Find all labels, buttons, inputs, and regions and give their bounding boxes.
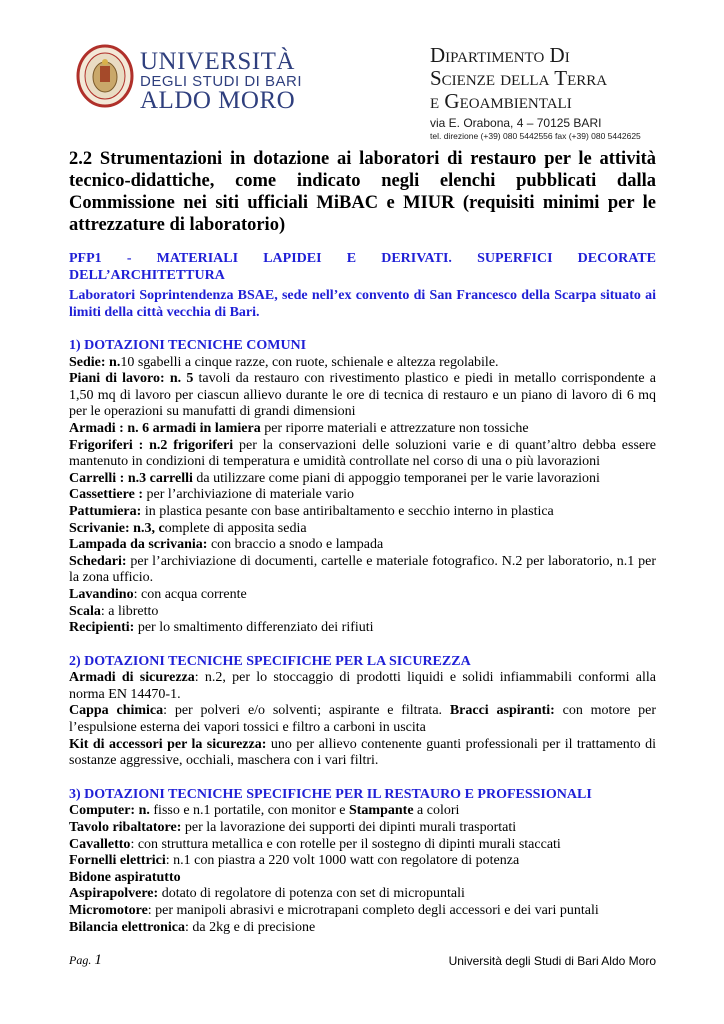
university-line-3: ALDO MORO [140, 87, 296, 114]
equipment-item [69, 803, 656, 820]
equipment-item [69, 920, 656, 937]
item-text: : per manipoli abrasivi e microtrapani completo degli accessori e dei vari puntali [147, 903, 599, 918]
item-label: Cappa chimica [69, 703, 164, 719]
item-label: Scala [69, 603, 101, 619]
sections-container [69, 338, 656, 936]
equipment-item [69, 870, 656, 887]
equipment-item [69, 521, 656, 538]
equipment-item [69, 554, 656, 587]
item-label: Armadi : n. 6 armadi in lamiera [69, 420, 261, 436]
item-label: Bracci aspiranti: [449, 703, 555, 719]
item-label: Armadi di sicurezza [69, 670, 195, 686]
item-label: Piani di lavoro: n. 5 [69, 371, 194, 387]
item-text: tavoli da restauro con rivestimento plastico e piedi in metallo corrispondente a 1,50 mq di lavoro per ciascun allievo durante le ore di tecnica di restauro e un piano di lavoro di 6 mq per le operazioni su manufatti di grandi dimensioni [69, 371, 657, 420]
item-text: dotato di regolatore di potenza con set di micropuntali [158, 886, 465, 902]
item-label: Cavalletto [69, 836, 131, 852]
equipment-item [69, 587, 656, 604]
item-text: in plastica pesante con base antiribaltamento e secchio interno in plastica [141, 503, 554, 519]
page-footer [69, 952, 656, 969]
item-text: omplete di apposita sedia [164, 520, 307, 536]
department-phone: tel. direzione (+39) 080 5442556 fax (+39) 080 5442625 [430, 131, 641, 141]
item-label: Recipienti: [69, 620, 135, 636]
equipment-item [69, 703, 656, 736]
item-text: 10 sgabelli a cinque razze, con ruote, schienale e altezza regolabile. [120, 354, 499, 370]
equipment-item [69, 604, 656, 621]
item-label: Aspirapolvere: [69, 886, 159, 902]
item-text: per la conservazioni delle soluzioni varie e di quant’altro debba essere mantenuto in condizioni di temperatura e umidità controllate nel corso di una o più lavorazioni [69, 437, 656, 470]
section-heading: 3) DOTAZIONI TECNICHE SPECIFICHE PER IL RESTAURO E PROFESSIONALI [69, 786, 592, 802]
document-body [69, 148, 656, 936]
department-line-3: e Geoambientali [430, 89, 572, 113]
page-label: Pag. [69, 953, 92, 967]
item-label: Frigoriferi : n.2 frigoriferi [69, 437, 234, 453]
page-number: 1 [94, 952, 102, 968]
item-label: Micromotore [69, 903, 148, 918]
item-label: Kit di accessori per la sicurezza: [69, 736, 267, 752]
item-text: per l’archiviazione di documenti, cartelle e materiale fotografico. N.2 per laboratorio, n.1 per la zona ufficio. [69, 553, 656, 586]
equipment-item [69, 471, 656, 488]
university-seal-logo [76, 44, 134, 108]
department-header [430, 44, 641, 141]
item-text: con motore per l’espulsione esterna dei vapori tossici e filtro a carboni in uscita [69, 703, 656, 736]
item-text: uno per allievo contenente guanti professionali per il trattamento di sostanze aggressive, occhiali, maschera con i vari filtri. [69, 736, 656, 769]
equipment-item [69, 487, 656, 504]
department-address: via E. Orabona, 4 – 70125 BARI [430, 116, 602, 130]
equipment-item [69, 903, 656, 920]
item-label: Lampada da scrivania: [69, 537, 208, 553]
item-text: : n.1 con piastra a 220 volt 1000 watt con regolatore di potenza [165, 853, 520, 869]
section-1 [69, 338, 656, 637]
item-label: Lavandino [69, 586, 134, 602]
department-line-2: Scienze della Terra [430, 66, 608, 90]
pfp-heading [69, 251, 656, 284]
item-label: Tavolo ribaltatore: [69, 820, 182, 836]
item-text: per l’archiviazione di materiale vario [146, 487, 355, 503]
section-heading: 2) DOTAZIONI TECNICHE SPECIFICHE PER LA SICUREZZA [69, 653, 471, 669]
item-text: : per polveri e/o solventi; aspirante e filtrata. [163, 703, 450, 719]
section-title: 2.2 Strumentazioni in dotazione ai laboratori di restauro per le attività tecnico-didattiche, come indicato negli elenchi pubblicati dalla Commissione nei siti ufficiali MiBAC e MIUR (requisiti minimi per le attrezzature di laboratorio) [69, 149, 656, 235]
item-label: Schedari: [69, 553, 127, 569]
department-line-1: Dipartimento Di [430, 43, 570, 67]
item-text: per la lavorazione dei supporti dei dipinti murali trasportati [181, 820, 517, 836]
equipment-item [69, 355, 656, 372]
item-text: : da 2kg e di precisione [185, 919, 316, 935]
item-label: Bilancia elettronica [69, 919, 185, 935]
item-label: Carrelli : n.3 carrelli [69, 470, 193, 486]
item-label: Sedie: n. [69, 354, 121, 370]
page-indicator [69, 953, 102, 967]
university-name [140, 50, 302, 113]
equipment-item [69, 853, 656, 870]
item-text: : con struttura metallica e con rotelle per il sostegno di dipinti murali staccati [130, 836, 561, 852]
equipment-item [69, 837, 656, 854]
equipment-item [69, 737, 656, 770]
equipment-item [69, 421, 656, 438]
item-label: Cassettiere : [69, 487, 147, 503]
item-text: a colori [413, 803, 460, 819]
pfp-heading-line-2: DELL’ARCHITETTURA [69, 267, 225, 283]
equipment-item [69, 670, 656, 703]
equipment-item [69, 820, 656, 837]
lab-location: Laboratori Soprintendenza BSAE, sede nell’ex convento di San Francesco della Scarpa situato ai limiti della città vecchia di Bari. [69, 288, 656, 320]
equipment-item [69, 504, 656, 521]
university-line-1: UNIVERSITÀ [140, 48, 295, 75]
footer-university: Università degli Studi di Bari Aldo Moro [448, 954, 656, 968]
equipment-item [69, 537, 656, 554]
item-text: fisso e n.1 portatile, con monitor e [149, 803, 349, 819]
section-2 [69, 654, 656, 770]
equipment-item [69, 371, 656, 421]
pfp-heading-line-1: PFP1 - MATERIALI LAPIDEI E DERIVATI. SUPERFICI DECORATE [69, 251, 656, 266]
item-label: Scrivanie: n.3, c [69, 520, 165, 536]
university-line-2: DEGLI STUDI DI BARI [140, 73, 303, 90]
item-text: per riporre materiali e attrezzature non tossiche [260, 420, 529, 436]
item-label: Computer: n. [69, 803, 150, 819]
item-label: Bidone aspiratutto [69, 869, 181, 885]
item-text: con braccio a snodo e lampada [207, 537, 384, 553]
item-text: : con acqua corrente [133, 586, 247, 602]
item-text: per lo smaltimento differenziato dei rifiuti [134, 620, 374, 636]
equipment-item [69, 620, 656, 637]
section-3 [69, 787, 656, 936]
item-label: Stampante [348, 803, 414, 819]
equipment-item [69, 438, 656, 471]
item-text: : n.2, per lo stoccaggio di prodotti liquidi e solidi infiammabili conformi alla norma EN 14470-1. [69, 670, 656, 702]
item-text: : a libretto [100, 603, 159, 619]
equipment-item [69, 886, 656, 903]
section-heading: 1) DOTAZIONI TECNICHE COMUNI [69, 338, 307, 353]
item-label: Pattumiera: [69, 503, 142, 519]
item-label: Fornelli elettrici [69, 853, 166, 869]
item-text: da utilizzare come piani di appoggio temporanei per le varie lavorazioni [192, 470, 600, 486]
